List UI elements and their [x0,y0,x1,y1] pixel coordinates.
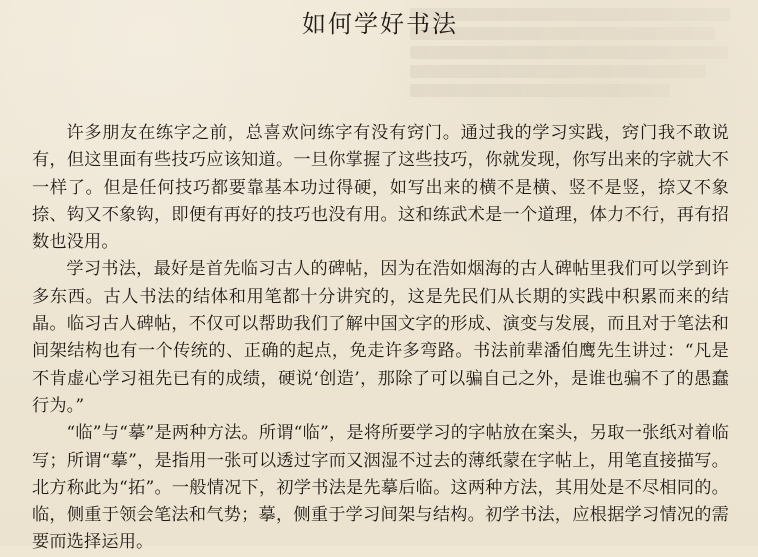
article-body [32,120,729,557]
paragraph-3: “临”与“摹”是两种方法。所谓“临”，是将所要学习的字帖放在案头，另取一张纸对着临写；所谓“摹”，是指用一张可以透过字而又洇湿不过去的薄纸蒙在字帖上，用笔直接描写。北方称此为“拓”。一般情况下，初学书法是先摹后临。这两种方法，其用处是不尽相同的。临，侧重于领会笔法和气势；摹，侧重于学习间架与结构。初学书法，应根据学习情况的需要而选择运用。 [32,423,729,553]
paragraph-2: 学习书法，最好是首先临习古人的碑帖，因为在浩如烟海的古人碑帖里我们可以学到许多东西。古人书法的结体和用笔都十分讲究的，这是先民们从长期的实践中积累而来的结晶。临习古人碑帖，不仅可以帮助我们了解中国文字的形成、演变与发展，而且对于笔法和间架结构也有一个传统的、正确的起点，免走许多弯路。书法前辈潘伯鹰先生讲过：“凡是不肯虚心学习祖先已有的成绩，硬说‘创造’，那除了可以骗自己之外，是谁也骗不了的愚蠢行为。” [32,259,729,416]
page-title: 如何学好书法 [302,10,458,38]
paragraph-1: 许多朋友在练字之前，总喜欢问练字有没有窍门。通过我的学习实践，窍门我不敢说有，但这里面有些技巧应该知道。一旦你掌握了这些技巧，你就发现，你写出来的字就大不一样了。但是任何技巧都要靠基本功过得硬，如写出来的横不是横、竖不是竖，捺又不象捺、钩又不象钩，即便有再好的技巧也没有用。这和练武术是一个道理，体力不行，再有招数也没用。 [32,123,729,253]
